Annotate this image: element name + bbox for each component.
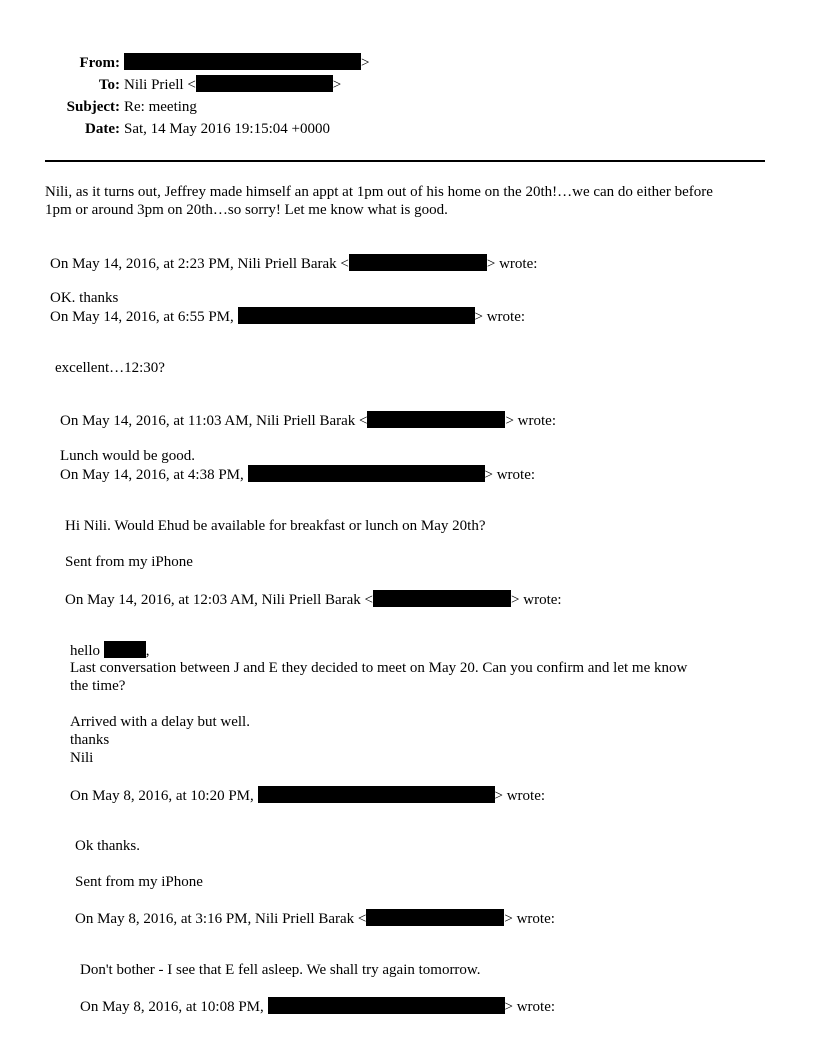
attribution-suffix: > wrote: bbox=[486, 256, 538, 272]
quote-attribution bbox=[80, 997, 555, 1015]
redaction-box bbox=[196, 75, 333, 92]
to-name: Nili Priell < bbox=[124, 77, 196, 93]
redaction-box bbox=[258, 786, 495, 803]
to-value bbox=[124, 75, 341, 95]
redaction-box bbox=[124, 53, 361, 70]
attribution-suffix: > wrote: bbox=[511, 592, 562, 608]
attribution-prefix: On May 14, 2016, at 12:03 AM, Nili Priell Barak < bbox=[65, 592, 374, 608]
attribution-suffix: > wrote: bbox=[494, 788, 546, 804]
redaction-box bbox=[248, 465, 485, 482]
quote-text: Ok thanks. bbox=[75, 838, 140, 854]
attribution-prefix: On May 14, 2016, at 11:03 AM, Nili Priell Barak < bbox=[60, 413, 368, 429]
quote-text: the time? bbox=[70, 678, 126, 694]
quote-attribution bbox=[50, 307, 525, 325]
attribution-prefix: On May 14, 2016, at 4:38 PM, bbox=[60, 467, 244, 483]
attribution-prefix: On May 14, 2016, at 6:55 PM, bbox=[50, 309, 234, 325]
quote-attribution bbox=[75, 909, 555, 927]
body-intro-line2: 1pm or around 3pm on 20th…so sorry! Let me know what is good. bbox=[45, 202, 448, 218]
date-value: Sat, 14 May 2016 19:15:04 +0000 bbox=[124, 121, 330, 137]
subject-label: Subject: bbox=[66, 99, 120, 115]
attribution-suffix: > wrote: bbox=[504, 999, 556, 1015]
quote-attribution bbox=[65, 590, 562, 608]
quote-text: Hi Nili. Would Ehud be available for breakfast or lunch on May 20th? bbox=[65, 518, 486, 534]
quote-text: Lunch would be good. bbox=[60, 448, 195, 464]
redaction-box bbox=[104, 641, 146, 658]
quote-signature: Sent from my iPhone bbox=[75, 874, 203, 890]
attribution-suffix: > wrote: bbox=[484, 467, 536, 483]
quote-text: Last conversation between J and E they decided to meet on May 20. Can you confirm and let me know bbox=[70, 660, 688, 676]
quote-attribution bbox=[60, 411, 556, 429]
quote-signature: Nili bbox=[70, 750, 94, 766]
attribution-suffix: > wrote: bbox=[505, 413, 556, 429]
attribution-prefix: On May 14, 2016, at 2:23 PM, Nili Priell Barak < bbox=[50, 256, 349, 272]
greeting-comma: , bbox=[145, 643, 150, 659]
redaction-box bbox=[373, 590, 511, 607]
to-label: To: bbox=[98, 77, 120, 93]
subject-value: Re: meeting bbox=[124, 99, 197, 115]
quote-text: Arrived with a delay but well. bbox=[70, 714, 250, 730]
quote-signature: Sent from my iPhone bbox=[65, 554, 193, 570]
attribution-prefix: On May 8, 2016, at 10:08 PM, bbox=[80, 999, 264, 1015]
header-date-row bbox=[0, 119, 816, 139]
quote-text: Don't bother - I see that E fell asleep. We shall try again tomorrow. bbox=[80, 962, 481, 978]
redaction-box bbox=[238, 307, 475, 324]
from-label: From: bbox=[79, 55, 120, 71]
quote-attribution bbox=[50, 254, 537, 272]
attribution-suffix: > wrote: bbox=[504, 911, 555, 927]
from-suffix: > bbox=[361, 55, 370, 71]
header-to-row bbox=[0, 75, 816, 95]
body-intro-line1: Nili, as it turns out, Jeffrey made himself an appt at 1pm out of his home on the 20th!…we can do either before bbox=[45, 184, 713, 200]
date-label: Date: bbox=[85, 121, 120, 137]
header-from-row bbox=[0, 53, 816, 73]
attribution-suffix: > wrote: bbox=[474, 309, 526, 325]
to-suffix: > bbox=[332, 77, 342, 93]
header-subject-row bbox=[0, 97, 816, 117]
quote-attribution bbox=[70, 786, 545, 804]
redaction-box bbox=[268, 997, 505, 1014]
greeting-text: hello bbox=[70, 643, 100, 659]
quote-text: thanks bbox=[70, 732, 110, 748]
header-divider bbox=[45, 160, 765, 162]
redaction-box bbox=[366, 909, 504, 926]
redaction-box bbox=[367, 411, 505, 428]
quote-greeting bbox=[70, 641, 150, 659]
quote-text: excellent…12:30? bbox=[55, 360, 165, 376]
attribution-prefix: On May 8, 2016, at 3:16 PM, Nili Priell Barak < bbox=[75, 911, 367, 927]
quote-text: OK. thanks bbox=[50, 290, 119, 306]
from-value bbox=[124, 53, 369, 73]
redaction-box bbox=[349, 254, 487, 271]
attribution-prefix: On May 8, 2016, at 10:20 PM, bbox=[70, 788, 254, 804]
quote-attribution bbox=[60, 465, 535, 483]
